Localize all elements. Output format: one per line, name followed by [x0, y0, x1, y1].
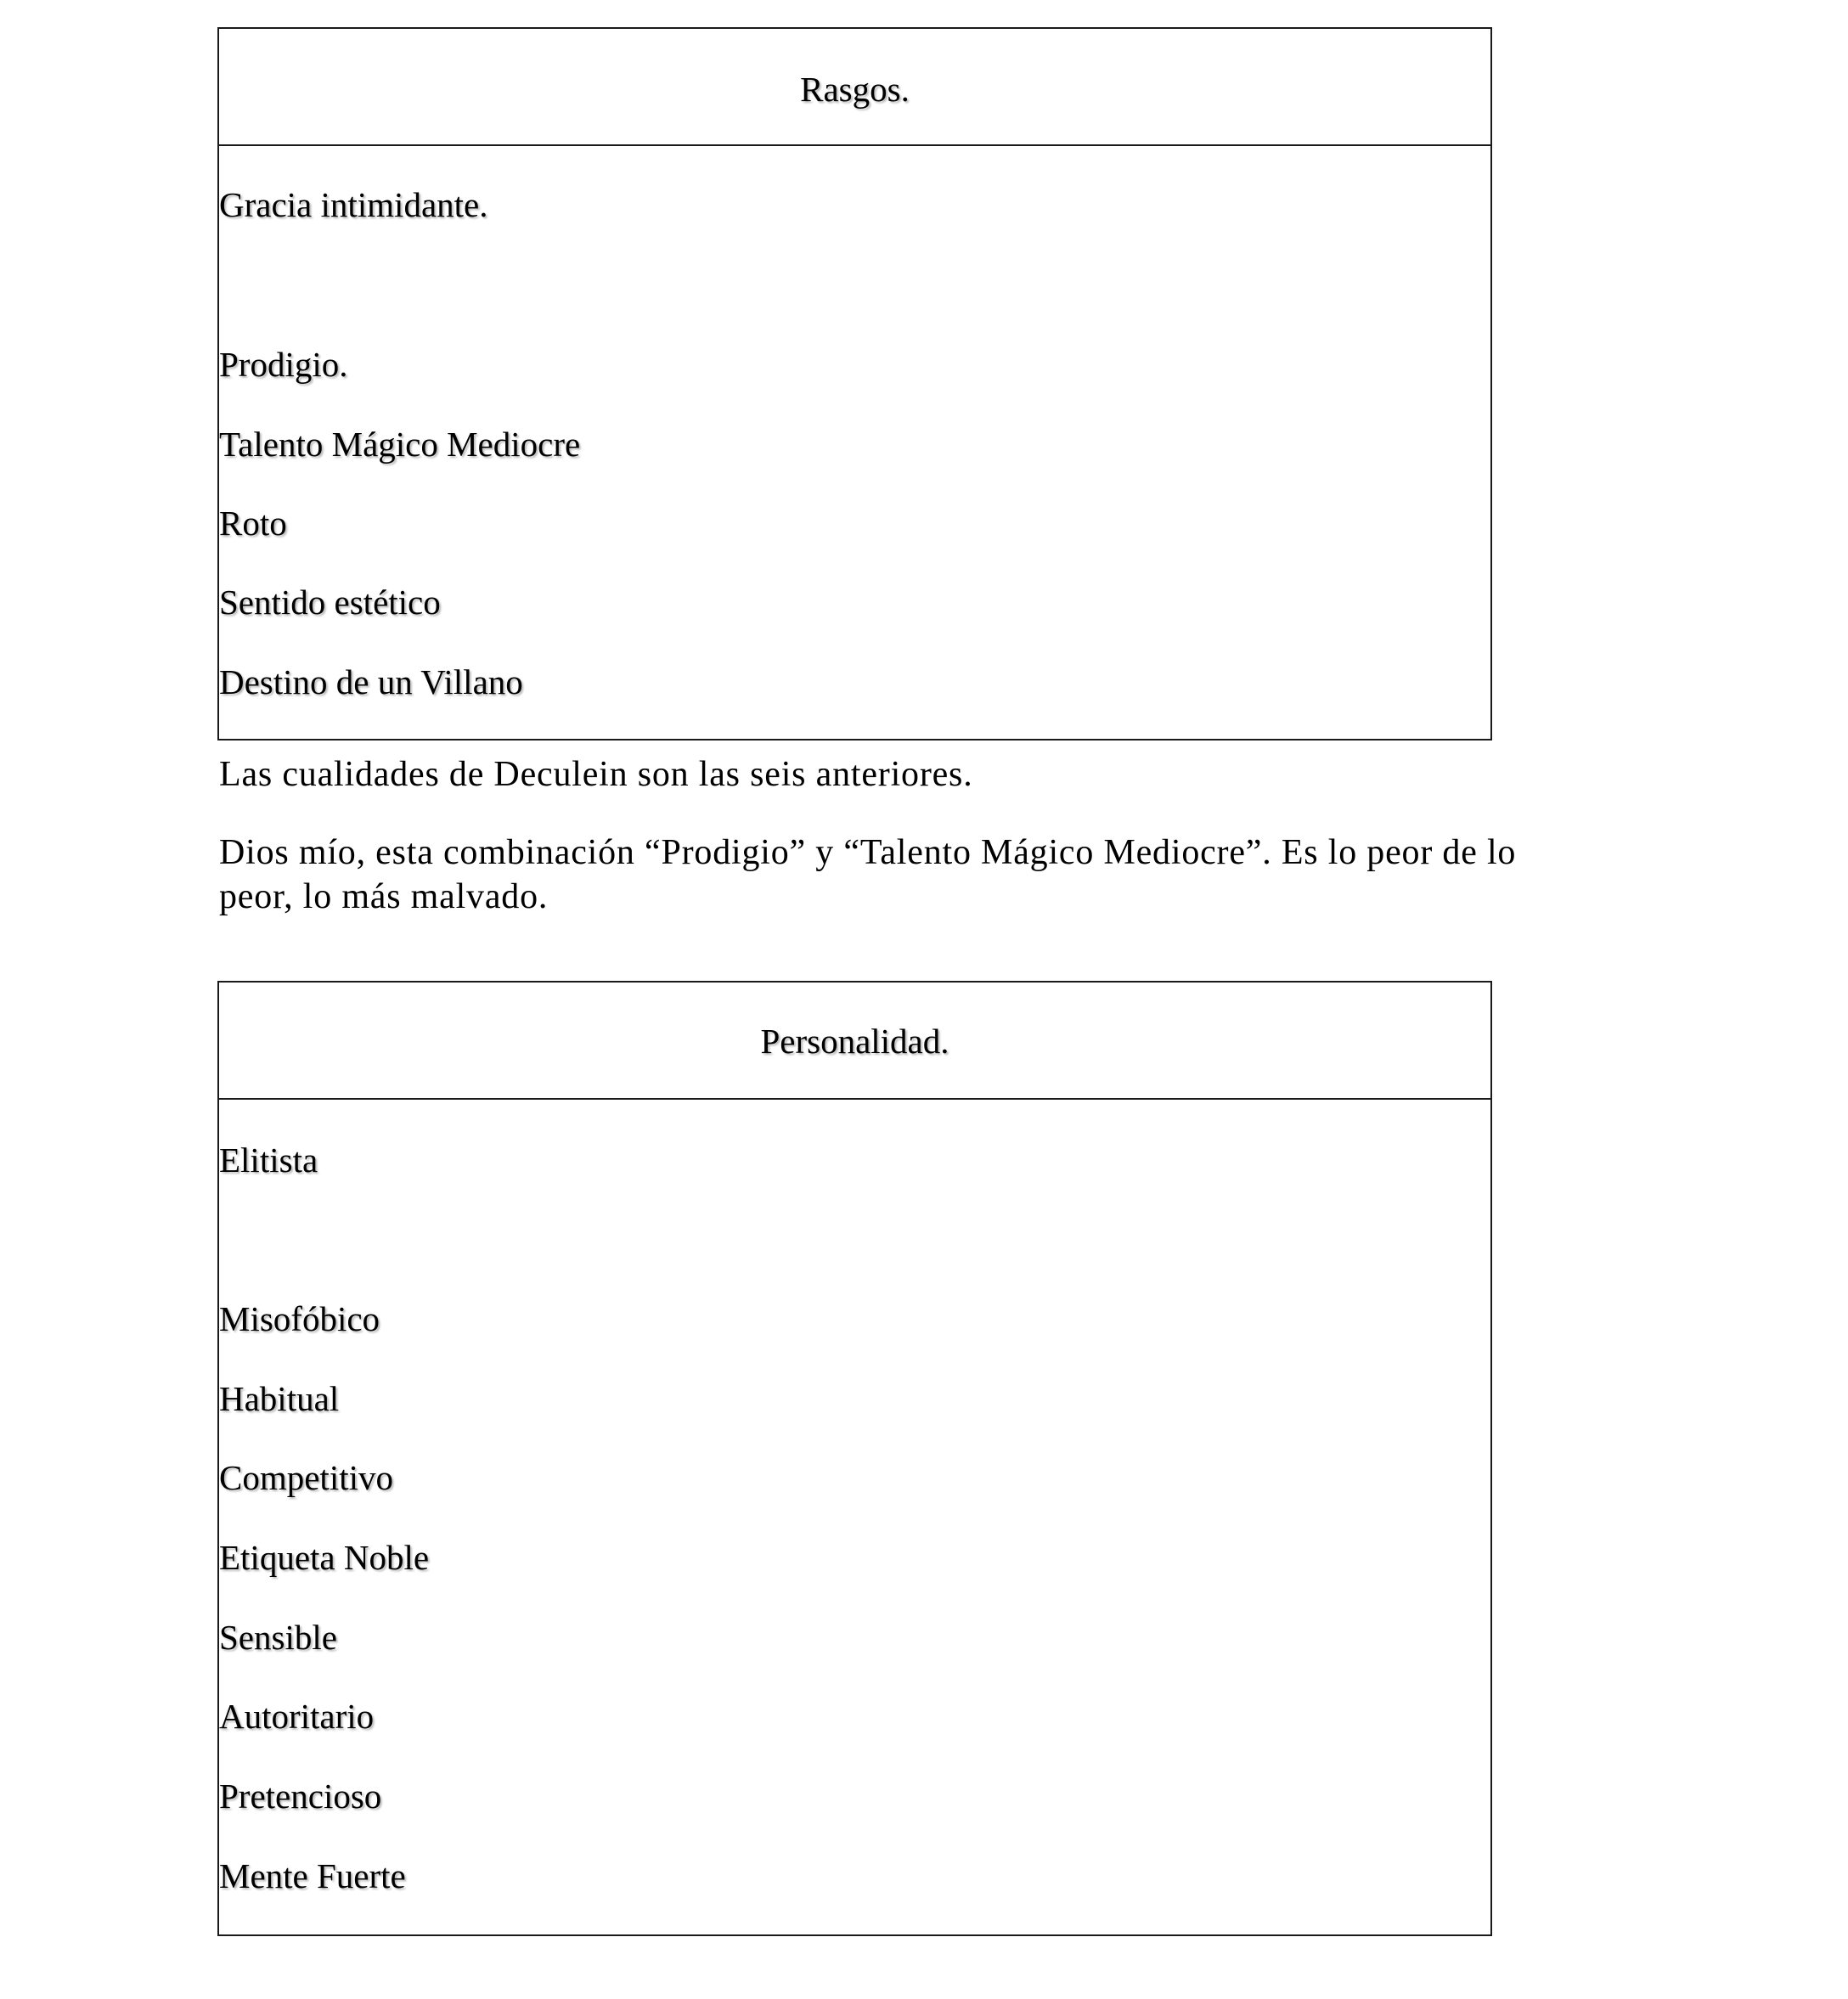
trait-item: Sentido estético	[219, 583, 441, 622]
body-paragraph: Dios mío, esta combinación “Prodigio” y “Talento Mágico Mediocre”. Es lo peor de lo peor, lo más malvado.	[219, 833, 1517, 916]
body-paragraph: Las cualidades de Deculein son las seis anteriores.	[219, 755, 973, 794]
personality-item: Misofóbico	[219, 1299, 380, 1338]
trait-item: Talento Mágico Mediocre	[219, 425, 581, 464]
personality-item: Elitista	[219, 1140, 318, 1180]
trait-item: Gracia intimidante.	[219, 185, 488, 224]
personality-table-divider	[219, 1098, 1490, 1100]
personality-item: Etiqueta Noble	[219, 1538, 430, 1577]
personality-table-title: Personalidad.	[760, 1022, 949, 1061]
trait-item: Prodigio.	[219, 345, 348, 384]
traits-table-divider	[219, 144, 1490, 146]
trait-item: Destino de un Villano	[219, 662, 523, 701]
personality-item: Competitivo	[219, 1458, 393, 1497]
traits-table	[217, 27, 1492, 740]
traits-table-title: Rasgos.	[800, 70, 910, 109]
personality-item: Pretencioso	[219, 1777, 382, 1816]
personality-item: Sensible	[219, 1618, 337, 1657]
personality-item: Habitual	[219, 1379, 340, 1418]
personality-item: Mente Fuerte	[219, 1856, 406, 1895]
personality-table	[217, 981, 1492, 1936]
personality-item: Autoritario	[219, 1697, 375, 1736]
trait-item: Roto	[219, 504, 287, 543]
